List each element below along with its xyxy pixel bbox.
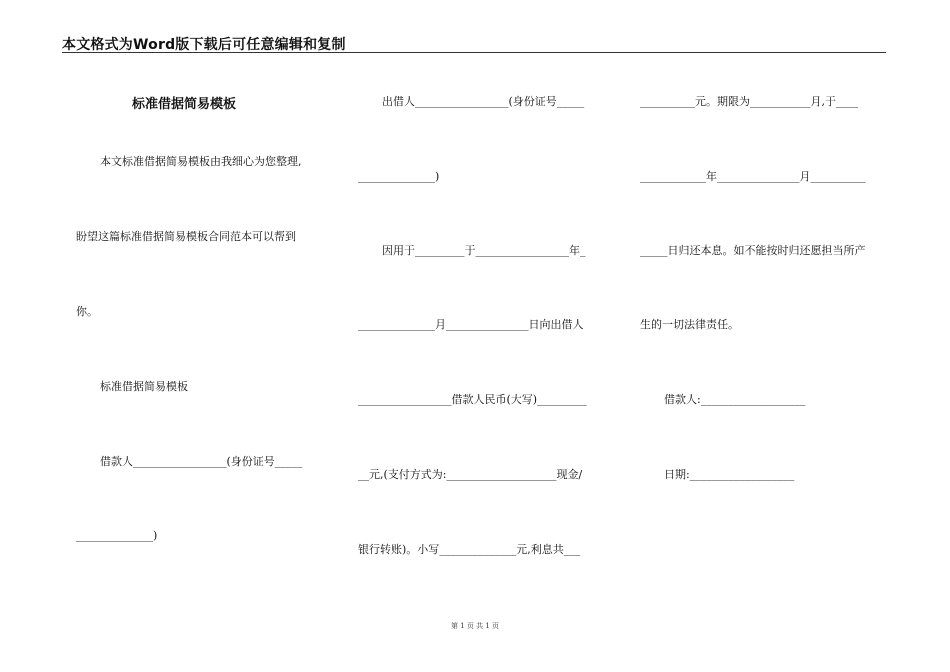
document-header: 本文格式为Word版下载后可任意编辑和复制 bbox=[62, 37, 346, 53]
col1-line-3: 你。 bbox=[76, 305, 98, 318]
col3-line-2: ____________年_______________月__________ bbox=[640, 170, 866, 183]
col2-line-2: ______________) bbox=[358, 170, 440, 183]
col2-line-7: 银行转账)。小写______________元,利息共___ bbox=[358, 543, 581, 556]
col1-line-1: 本文标准借据简易模板由我细心为您整理, bbox=[100, 155, 302, 168]
col3-line-6: 日期:___________________ bbox=[664, 468, 795, 481]
col1-line-4: 标准借据简易模板 bbox=[100, 380, 188, 393]
col1-line-5: 借款人_________________(身份证号_____ bbox=[100, 455, 303, 468]
col2-line-5: _________________借款人民币(大写)_________ bbox=[358, 393, 587, 406]
page-footer: 第 1 页 共 1 页 bbox=[450, 622, 500, 630]
col3-line-4: 生的一切法律责任。 bbox=[640, 318, 739, 331]
header-divider bbox=[62, 52, 886, 53]
col3-line-5: 借款人:___________________ bbox=[664, 393, 806, 406]
col2-line-6: __元,(支付方式为:____________________现金/ bbox=[358, 468, 583, 481]
col1-line-2: 盼望这篇标准借据简易模板合同范本可以帮到 bbox=[76, 230, 296, 243]
col1-line-6: ______________) bbox=[76, 529, 158, 542]
col2-line-1: 出借人_________________(身份证号_____ bbox=[382, 95, 585, 108]
col2-line-3: 因用于_________于_________________年_ bbox=[382, 244, 586, 257]
col3-line-1: __________元。期限为___________月,于____ bbox=[640, 95, 858, 108]
col3-line-3: _____日归还本息。如不能按时归还愿担当所产 bbox=[640, 244, 866, 257]
document-title: 标准借据简易模板 bbox=[132, 97, 237, 112]
col2-line-4: ______________月_______________日向出借人 bbox=[358, 318, 584, 331]
